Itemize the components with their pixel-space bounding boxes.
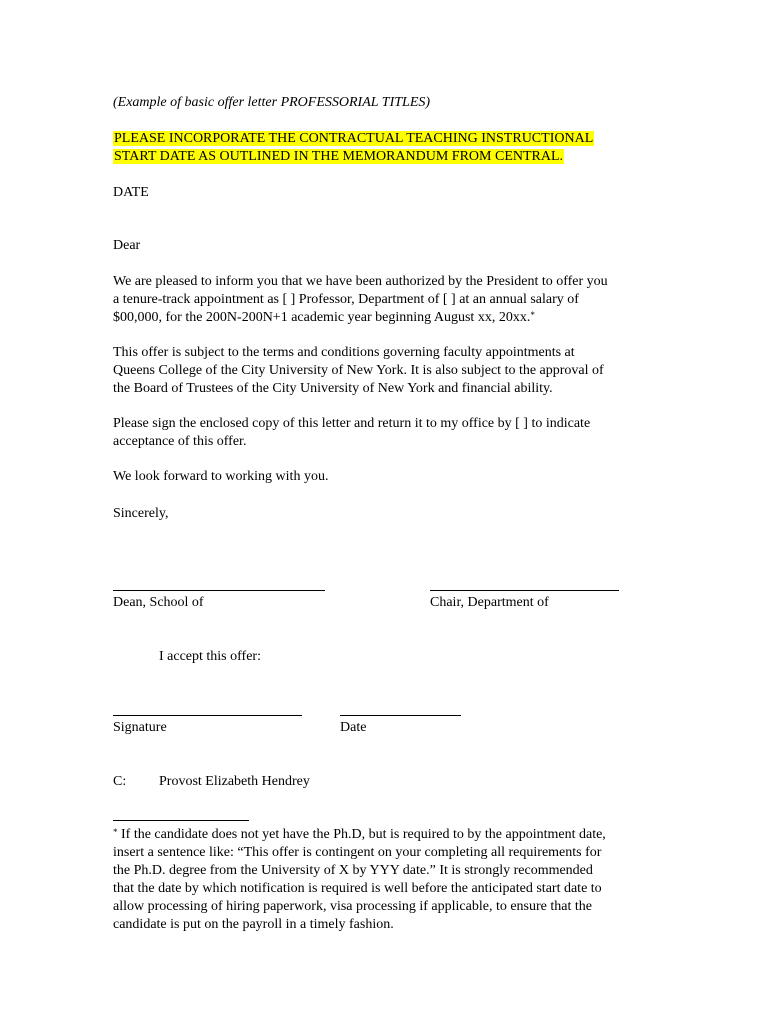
dean-label: Dean, School of	[113, 595, 204, 610]
highlighted-instruction	[113, 130, 594, 166]
paragraph-sign-line: acceptance of this offer.	[113, 434, 247, 449]
chair-signature-line	[430, 590, 619, 591]
footnote-line: insert a sentence like: “This offer is contingent on your completing all requirements for	[113, 845, 602, 860]
paragraph-forward: We look forward to working with you.	[113, 469, 329, 484]
date-label: DATE	[113, 185, 149, 200]
candidate-date-line	[340, 715, 461, 716]
accept-label: I accept this offer:	[159, 649, 261, 664]
paragraph-terms	[113, 344, 604, 398]
paragraph-terms-line: This offer is subject to the terms and conditions governing faculty appointments at	[113, 345, 575, 360]
paragraph-offer	[113, 273, 608, 327]
footnote	[113, 826, 653, 934]
footnote-line: the Ph.D. degree from the University of X by YYY date.” It is strongly recommended	[113, 863, 593, 878]
highlight-line-2: START DATE AS OUTLINED IN THE MEMORANDUM FROM CENTRAL.	[114, 149, 564, 164]
footnote-line: that the date by which notification is required is well before the anticipated start date to	[113, 881, 602, 896]
footnote-line: If the candidate does not yet have the Ph.D, but is required to by the appointment date,	[117, 827, 606, 842]
cc-label: C:	[113, 774, 127, 789]
footnote-mark: *	[113, 827, 118, 837]
paragraph-sign-line: Please sign the enclosed copy of this letter and return it to my office by [ ] to indicate	[113, 416, 591, 431]
paragraph-offer-line: We are pleased to inform you that we have been authorized by the President to offer you	[113, 274, 608, 289]
highlight-line-1: PLEASE INCORPORATE THE CONTRACTUAL TEACHING INSTRUCTIONAL	[114, 131, 594, 146]
footnote-line: allow processing of hiring paperwork, visa processing if applicable, to ensure that the	[113, 899, 592, 914]
paragraph-terms-line: the Board of Trustees of the City University of New York and financial ability.	[113, 381, 553, 396]
dean-signature-line	[113, 590, 325, 591]
heading-note: (Example of basic offer letter PROFESSORIAL TITLES)	[113, 95, 431, 110]
closing: Sincerely,	[113, 506, 169, 521]
chair-label: Chair, Department of	[430, 595, 549, 610]
signature-label: Signature	[113, 720, 167, 735]
footnote-reference: *	[530, 310, 535, 320]
candidate-signature-line	[113, 715, 302, 716]
paragraph-terms-line: Queens College of the City University of New York. It is also subject to the approval of	[113, 363, 604, 378]
salutation: Dear	[113, 238, 141, 253]
footnote-line: candidate is put on the payroll in a timely fashion.	[113, 917, 394, 932]
paragraph-offer-line: a tenure-track appointment as [ ] Professor, Department of [ ] at an annual salary of	[113, 292, 579, 307]
cc-name: Provost Elizabeth Hendrey	[159, 774, 310, 789]
date-field-label: Date	[340, 720, 367, 735]
paragraph-sign	[113, 415, 590, 451]
paragraph-offer-line: $00,000, for the 200N-200N+1 academic year beginning August xx, 20xx.	[113, 310, 531, 325]
footnote-separator	[113, 820, 249, 821]
